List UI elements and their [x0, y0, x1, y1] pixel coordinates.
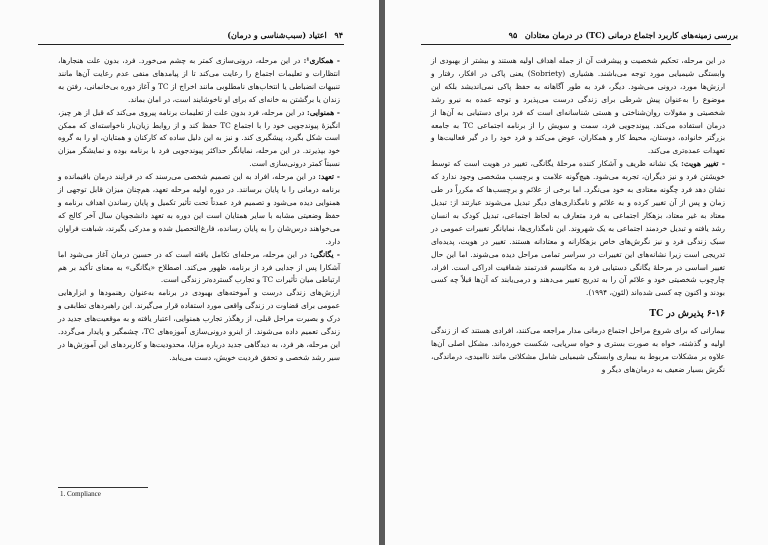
right-paragraph-consolidation: در این مرحله، تحکیم شخصیت و پیشرفت آن از جمله اهداف اولیه هستند و بیشتر از بهبودی از وابستگی شیمیایی مورد توجه می‌باشند. هشیاری (Sobriety) یعنی پاکی در افکار، رفتار و ارزش‌ها مورد، درونی می‌شود. دیگر، فرد به طور آگاهانه به حفظ پاکی نمی‌اندیشد بلکه این موضوع را به‌عنوان پیش شرطی برای زندگی درست می‌پذیرد و توجه عمده به نیرو رشد شخصیتی و مقولات روان‌شناختی و هستی شناسانه‌ای است که فرد برای دستیابی به آن‌ها از درمان استفاده می‌کند. پیوندجویی فرد، سمت و سویش را از برنامه اجتماعی TC به جامعه بزرگتر خانواده، دوستان، محیط کار و همکاران، عوض می‌کند و فرد خود را در گیر فعالیت‌ها و تعهدات عمده‌تری می‌کند.	[431, 56, 725, 156]
left-paragraph-compliance	[58, 55, 340, 107]
left-paragraph-values: ارزش‌های زندگی درست و آموخته‌های بهبودی در برنامه به‌عنوان رهنمودها و ابزارهایی عمومی برای قضاوت در زندگی واقعی مورد استفاده قرار می‌گیرند. این راهبردهای تطابقی و درک و بصیرت مراحل قبلی، از رهگذر تجارب همنوایی، اعتبار یافته و به موقعیت‌های جدید در زندگی تعمیم داده می‌شوند. از اینرو درونی‌سازی آموزه‌های TC، چشمگیر و پایدار می‌گردد. این مرحله، هر فرد، به دیدگاهی جدید درباره مزایا، محدودیت‌ها و کاربردهای این آموزش‌ها در سیر رشد شخصی و تحقق فردیت خویش، دست می‌یابد.	[58, 288, 340, 362]
left-page	[0, 0, 379, 545]
left-page-header	[227, 30, 343, 40]
right-page	[385, 0, 768, 545]
right-paragraph-identity	[431, 158, 725, 300]
text-integration: در این مرحله، مرحله‌ای تکامل یافته است که در حسین درمان آغاز می‌شود اما آشکارا پس از جدایی فرد از برنامه، ظهور می‌کند. اصطلاح «یگانگی» به معنای تأکید بر هم ارتباطی میان تأثیرات TC و تجارب گسترده‌تر زندگی است.	[58, 249, 340, 285]
left-header-rule	[38, 44, 344, 45]
left-paragraph-commitment	[58, 171, 340, 248]
text-commitment: در این مرحله، افراد به این تصمیم شخصی می‌رسند که در فرایند درمان باقیمانده و برنامه درمانی را با پایان برسانند. در دوره اولیه مرحله تعهد، هم‌چنان میزان قابل توجهی از همنوایی دیده می‌شود و تصمیم فرد عمدتاً تحت تأثیر تکمیل و پایان رساندن اهداف برنامه و حفظ وضعیتی مشابه با سایر همتایان است این دوره به تعهد دانشجویان سال آخر کالج که می‌خواهند درس‌شان را به پایان رسانده، فارغ‌التحصیل شده و مدرکی بگیرند، شباهت فراوان دارد.	[58, 172, 340, 246]
left-paragraph-conformity	[58, 107, 340, 172]
term-commitment: - تعهد:	[318, 172, 340, 182]
footnote-rule	[58, 487, 148, 488]
left-paragraph-integration	[58, 249, 340, 288]
left-header-page-number: ۹۴	[334, 30, 343, 40]
right-header-rule	[421, 44, 731, 45]
left-page-body	[58, 55, 340, 365]
term-compliance: - همکاری¹:	[303, 56, 340, 65]
text-compliance: در این مرحله، درونی‌سازی کمتر به چشم می‌خورد. فرد، بدون علت هنجارها، انتظارات و تعلیمات اجتماع را رعایت می‌کند تا از پیامدهای منفی عدم رعایت آن‌ها مانند تنبیهات انضباطی یا انتخاب‌های نامطلوبی مانند اخراج از TC و آغاز دوره بی‌خانمانی، رفتن به زندان یا برگشتن به خانه‌ای که برای او ناخوشایند است، در امان بماند.	[58, 56, 340, 104]
section-title-admission: ۶-۱۶ پذیرش در TC	[649, 309, 725, 320]
left-header-title: اعتیاد (سبب‌شناسی و درمان)	[227, 30, 327, 40]
term-integration: - یگانگی:	[310, 249, 340, 259]
term-identity-change: - تغییر هویت:	[681, 159, 725, 169]
footnote: 1. Compliance	[60, 490, 101, 498]
term-conformity: - همنوایی:	[306, 107, 340, 117]
right-paragraph-admission: بیمارانی که برای شروع مراحل اجتماع درمانی مدار مراجعه می‌کنند، افرادی هستند که از زندگی اولیه و گذشته، خواه به صورت بستری و خواه سرپایی، شکست خورده‌اند. مشکل اصلی آن‌ها علاوه بر مشکلات مربوط به بیماری وابستگی شیمیایی شامل مشکلاتی مانند ناامیدی، درماندگی، نگرش بسیار ضعیف به درمان‌های دیگر و	[431, 326, 725, 374]
right-header-title: بررسی زمینه‌های کاربرد اجتماع درمانی (TC) در درمان معتادان	[524, 30, 738, 40]
right-header-page-number: ۹۵	[508, 30, 518, 40]
right-page-header	[509, 30, 738, 40]
text-conformity: در این مرحله، فرد بدون علت از تعلیمات برنامه پیروی می‌کند که قبل از هر چیز، انگیزهٔ پیوندجویی خود را با اجتماع TC حفظ کند و از روابط زیان‌بار ناخواسته‌ای که ممکن است شکل بگیرد، پیشگیری کند. و نیز به این دلیل ساده که کارکنان و همتایان، او را به گروه خود بپذیرند. در این مرحله، نمایانگر حداکثر پیوندجویی فرد با برنامه بوده و نمایشگر میزان نسبتاً کمتر درونی‌سازی است.	[58, 107, 340, 169]
right-page-body	[431, 55, 725, 377]
text-identity-change: یک نشانه ظریف و آشکار کننده مرحلهٔ یگانگی، تغییر در هویت است که توسط خویشتن فرد و نیز دیگران، تجربه می‌شود. هیچ‌گونه علامت و برچسب مشخصی وجود ندارد که نشان دهد فرد چگونه معتادی به خود می‌نگرد. اما برخی از علائم و برچسب‌ها که مکرراً در طی زمان و پس از آن تغییر کرده و به علائم و نامگذاری‌های دیگر تبدیل می‌شوند عبارتند از: تبدیل معتاد به غیر معتاد، بزهکار اجتماعی به فرد متعارف به لحاظ اجتماعی، تبدیل کودک به انسان رشد یافته و تبدیل خردمند اجتماعی به یک شهروند. این نامگذاری‌ها، نمایانگر تغییرات عمومی در سبک زندگی فرد و نیز نگرش‌های خاص بزهکارانه و معتادانه هستند. تغییر در هویت، پدیده‌ای تدریجی است زیرا نشانه‌های این تغییرات در سراسر تمامی مراحل دیده می‌شوند. اما این حال تغییر اساسی در مرحلهٔ یگانگی دستیابی فرد به مکانیسم قدرتمند شفافیت ادراکی است. افراد، چارچوب شخصیتی خود و علائم آن را به تدریج تغییر می‌دهند و درمی‌یابند که آن‌ها قبلاً چه کسی بودند و اکنون چه کسی شده‌اند (لئون، ۱۹۹۴).	[431, 159, 725, 298]
